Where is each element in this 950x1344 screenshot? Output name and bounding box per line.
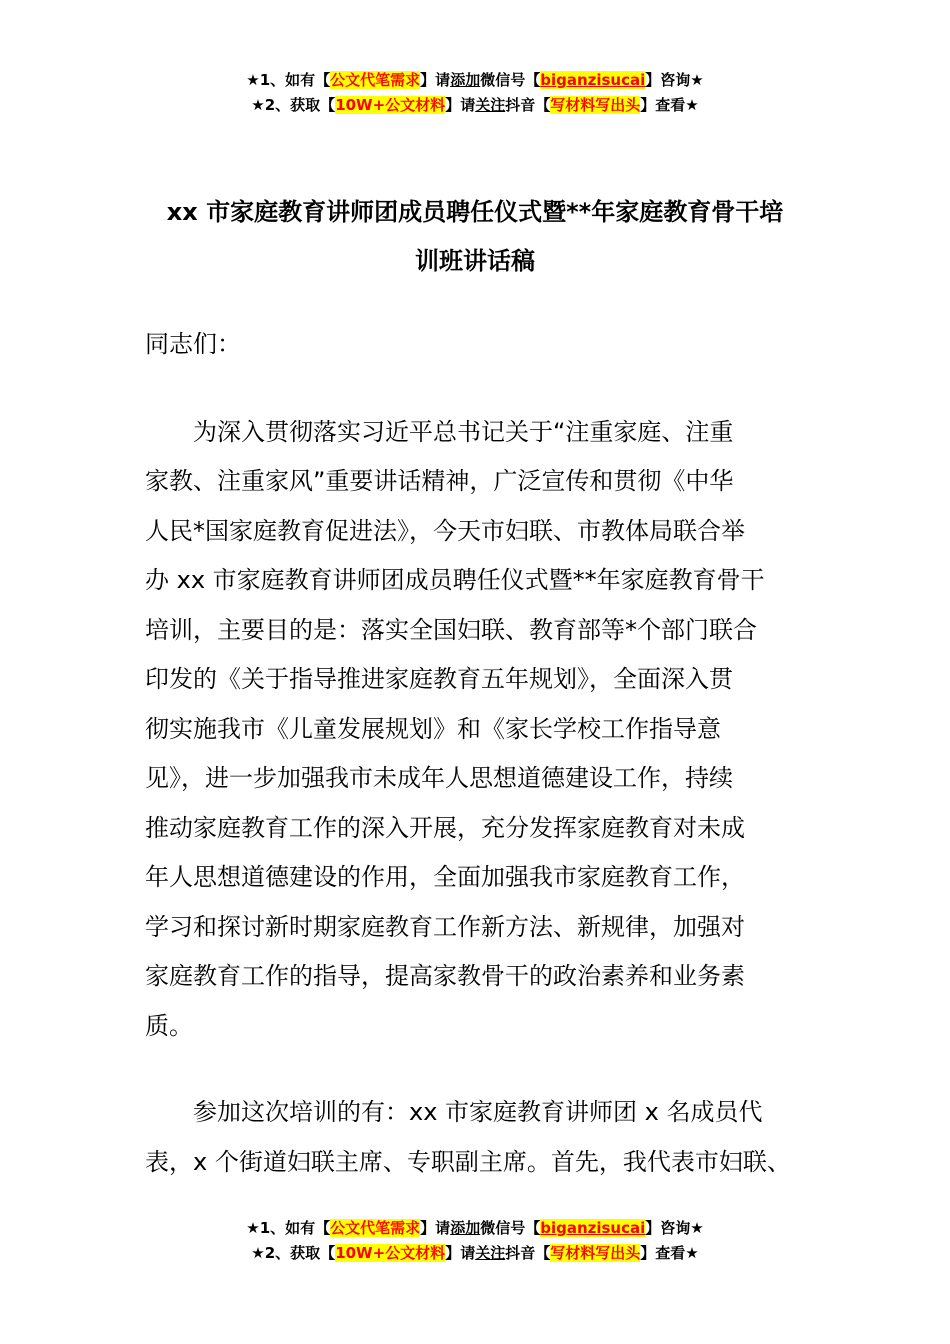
paragraph-line: 家教、注重家风”重要讲话精神，广泛宣传和贯彻《中华: [145, 467, 734, 495]
banner-underlined-text: 添加: [450, 1219, 481, 1237]
banner-text: 】请: [445, 1244, 476, 1262]
paragraph-line: 印发的《关于指导推进家庭教育五年规划》，全面深入贯: [145, 665, 733, 693]
banner-text: 】咨询★: [645, 71, 704, 89]
footer-banner: [0, 1216, 950, 1266]
banner-highlight-douyin-id: 写材料写出头: [550, 1244, 641, 1262]
banner-highlight-wechat-id: biganzisucai: [540, 71, 646, 89]
paragraph-line: 推动家庭教育工作的深入开展，充分发挥家庭教育对未成: [145, 813, 745, 842]
banner-text: 】查看★: [640, 96, 699, 114]
paragraph-line: 办 xx 市家庭教育讲师团成员聘任仪式暨**年家庭教育骨干: [145, 566, 765, 594]
banner-text: 微信号【: [480, 71, 541, 89]
document-body: [145, 320, 825, 1224]
banner-line-2: [0, 93, 950, 118]
paragraph-line: 表，x 个街道妇联主席、专职副主席。首先，我代表市妇联、: [145, 1147, 791, 1176]
banner-underlined-text: 添加: [450, 71, 481, 89]
banner-text: 】查看★: [640, 1244, 699, 1262]
banner-highlight: 10W+公文材料: [335, 1244, 446, 1262]
banner-text: 抖音【: [505, 96, 551, 114]
paragraph-line: 彻实施我市《儿童发展规划》和《家长学校工作指导意: [145, 714, 721, 743]
banner-text: 】咨询★: [645, 1219, 704, 1237]
banner-highlight-wechat-id: biganzisucai: [540, 1219, 646, 1237]
paragraph-1: [145, 408, 825, 1052]
paragraph-line: 学习和探讨新时期家庭教育工作新方法、新规律，加强对: [145, 912, 745, 941]
paragraph-line: 培训，主要目的是：落实全国妇联、教育部等*个部门联合: [145, 615, 757, 644]
banner-underlined-text: 关注: [475, 96, 506, 114]
paragraph-line: 为深入贯彻落实习近平总书记关于“注重家庭、注重: [193, 417, 734, 446]
banner-highlight: 公文代笔需求: [330, 71, 421, 89]
paragraph-line: 见》，进一步加强我市未成年人思想道德建设工作，持续: [145, 764, 733, 792]
banner-text: 】请: [445, 96, 476, 114]
banner-text: ★2、获取【: [251, 1244, 336, 1262]
paragraph-2: [145, 1088, 825, 1187]
salutation: 同志们：: [145, 330, 241, 358]
paragraph-line: 参加这次培训的有：xx 市家庭教育讲师团 x 名成员代: [193, 1098, 763, 1126]
paragraph-line: 人民*国家庭教育促进法》，今天市妇联、市教体局联合举: [145, 516, 745, 545]
paragraph-line: 家庭教育工作的指导，提高家教骨干的政治素养和业务素: [145, 962, 745, 990]
banner-line-2: [0, 1241, 950, 1266]
banner-highlight: 10W+公文材料: [335, 96, 446, 114]
paragraph-line: 质。: [145, 1011, 193, 1040]
banner-text: ★1、如有【: [246, 1219, 331, 1237]
banner-text: 抖音【: [505, 1244, 551, 1262]
banner-text: 微信号【: [480, 1219, 541, 1237]
paragraph-line: 年人思想道德建设的作用，全面加强我市家庭教育工作，: [145, 863, 745, 891]
banner-highlight: 公文代笔需求: [330, 1219, 421, 1237]
banner-highlight-douyin-id: 写材料写出头: [550, 96, 641, 114]
title-line: xx 市家庭教育讲师团成员聘任仪式暨**年家庭教育骨干培: [166, 198, 784, 226]
banner-underlined-text: 关注: [475, 1244, 506, 1262]
banner-text: ★2、获取【: [251, 96, 336, 114]
banner-text: 】请: [420, 71, 451, 89]
title-line: 训班讲话稿: [415, 247, 535, 275]
banner-line-1: [0, 68, 950, 93]
banner-text: 】请: [420, 1219, 451, 1237]
document-title: [120, 188, 830, 286]
banner-line-1: [0, 1216, 950, 1241]
banner-text: ★1、如有【: [246, 71, 331, 89]
header-banner: [0, 68, 950, 118]
